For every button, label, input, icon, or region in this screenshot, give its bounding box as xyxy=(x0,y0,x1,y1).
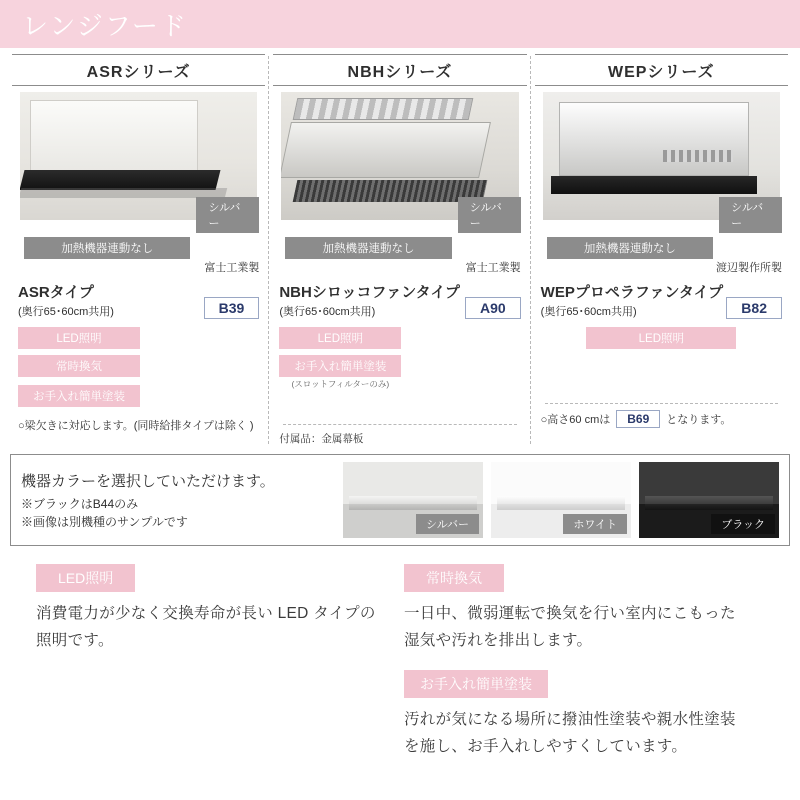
nbh-feature-note: (スロットフィルターのみ) xyxy=(291,379,390,389)
hood-body-shape xyxy=(559,102,749,176)
feature-text-led: 消費電力が少なく交換寿命が長い LED タイプの照明です。 xyxy=(36,605,376,650)
series-column-wep xyxy=(531,54,792,446)
color-swatch-silver-label: シルバー xyxy=(416,514,479,534)
wep-feature-row xyxy=(541,327,782,349)
nbh-type-line xyxy=(279,281,520,319)
page-header xyxy=(0,0,800,48)
feature-badge-led: LED照明 xyxy=(36,564,135,592)
series-title-nbh: NBHシリーズ xyxy=(273,54,526,86)
wep-bar-line xyxy=(541,202,782,259)
hood-lip-shape xyxy=(20,170,220,190)
asr-type-sub: (奥行65･60cm共用) xyxy=(18,306,114,318)
nbh-type-name: NBHシロッコファンタイプ xyxy=(279,284,460,301)
color-swatch-silver[interactable] xyxy=(343,462,483,538)
color-selection-note-2: ※画像は別機種のサンプルです xyxy=(21,514,188,529)
wep-bottom-note: ○高さ60 cmは xyxy=(540,414,611,426)
wep-gray-bar: 加熱機器連動なし xyxy=(547,237,713,259)
color-swatch-white[interactable] xyxy=(491,462,631,538)
nbh-bar-line xyxy=(279,202,520,259)
wep-bottom-note-row xyxy=(541,410,782,428)
wep-type-sub: (奥行65･60cm共用) xyxy=(540,306,637,318)
color-swatch-black[interactable] xyxy=(639,462,779,538)
asr-code: B39 xyxy=(204,297,260,319)
nbh-maker: 富士工業製 xyxy=(465,262,521,274)
nbh-feature-row xyxy=(279,327,520,390)
swatch-hood-shape xyxy=(645,496,773,510)
swatch-hood-shape xyxy=(497,496,625,510)
asr-feature-row xyxy=(18,327,259,377)
nbh-code: A90 xyxy=(465,297,521,319)
wep-code: B82 xyxy=(726,297,782,319)
color-selection-note-1: ※ブラックはB44のみ xyxy=(21,496,139,511)
asr-gray-bar: 加熱機器連動なし xyxy=(24,237,190,259)
color-selection-title: 機器カラーを選択していただけます。 xyxy=(21,472,275,490)
hood-vent-shape xyxy=(293,98,474,120)
feature-text-coating: 汚れが気になる場所に撥油性塗装や親水性塗装を施し、お手入れしやすくしています。 xyxy=(404,711,736,756)
hood-lip-shape xyxy=(551,176,757,194)
color-swatch-list xyxy=(311,462,779,538)
asr-type-line xyxy=(18,281,259,319)
wep-maker: 渡辺製作所製 xyxy=(715,262,782,274)
series-title-wep: WEPシリーズ xyxy=(535,54,788,86)
series-row xyxy=(0,54,800,446)
color-selection-box xyxy=(10,454,790,546)
asr-type-name: ASRタイプ xyxy=(18,284,94,301)
series-column-asr xyxy=(8,54,269,446)
feature-description-coating xyxy=(404,670,744,760)
asr-feature-vent: 常時換気 xyxy=(18,355,140,377)
nbh-type-sub: (奥行65･60cm共用) xyxy=(279,306,376,318)
color-swatch-white-label: ホワイト xyxy=(563,514,627,534)
series-column-nbh xyxy=(269,54,530,446)
wep-divider xyxy=(545,403,778,404)
feature-text-vent: 一日中、微弱運転で換気を行い室内にこもった湿気や汚れを排出します。 xyxy=(404,605,736,650)
nbh-feature-coating: お手入れ簡単塗装 xyxy=(279,355,401,377)
wep-bottom-code: B69 xyxy=(616,410,660,428)
hood-body-shape xyxy=(281,122,491,178)
wep-color-tag: シルバー xyxy=(719,197,782,233)
nbh-color-tag: シルバー xyxy=(458,197,521,233)
wep-feature-led: LED照明 xyxy=(586,327,736,349)
color-swatch-black-label: ブラック xyxy=(711,514,775,534)
nbh-feature-led: LED照明 xyxy=(279,327,401,349)
asr-feature-row-2 xyxy=(18,385,259,407)
hood-control-panel-shape xyxy=(663,150,733,162)
feature-badge-vent: 常時換気 xyxy=(404,564,504,592)
feature-descriptions xyxy=(0,564,800,777)
asr-feature-led: LED照明 xyxy=(18,327,140,349)
nbh-bottom-note: 付属品：金属幕板 xyxy=(279,433,364,445)
asr-feature-coating: お手入れ簡単塗装 xyxy=(18,385,140,407)
feature-badge-coating: お手入れ簡単塗装 xyxy=(404,670,548,698)
series-title-asr: ASRシリーズ xyxy=(12,54,265,86)
feature-description-column-left xyxy=(36,564,376,777)
asr-color-tag: シルバー xyxy=(196,197,259,233)
wep-bottom-note-tail: となります。 xyxy=(666,414,732,426)
hood-face-shape xyxy=(30,100,198,172)
feature-description-led xyxy=(36,564,376,654)
swatch-hood-shape xyxy=(349,496,477,510)
page-title: レンジフード xyxy=(22,10,188,41)
nbh-gray-bar: 加熱機器連動なし xyxy=(285,237,451,259)
wep-type-name: WEPプロペラファンタイプ xyxy=(540,284,724,301)
feature-description-vent xyxy=(404,564,744,654)
asr-note: ○梁欠きに対応します。(同時給排タイプは除く ) xyxy=(18,420,254,432)
feature-description-column-right xyxy=(404,564,744,777)
nbh-divider xyxy=(283,424,516,425)
asr-bar-line xyxy=(18,202,259,259)
color-selection-text xyxy=(21,470,311,531)
asr-maker: 富士工業製 xyxy=(204,262,260,274)
wep-type-line xyxy=(541,281,782,319)
